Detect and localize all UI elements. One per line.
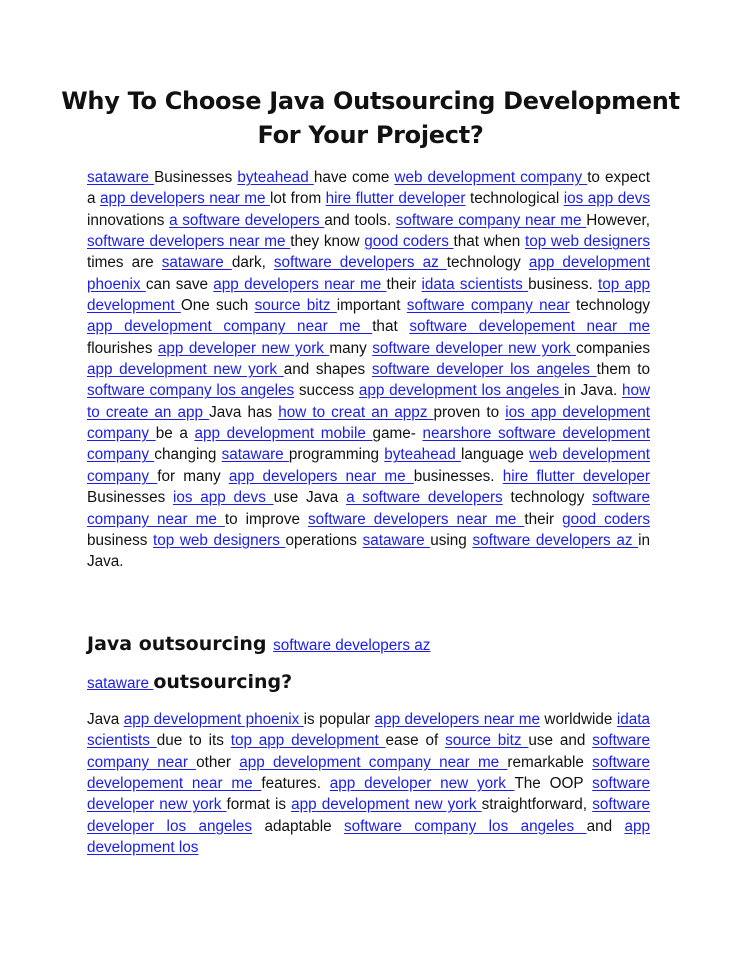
inline-link[interactable]: app development los [87,817,650,857]
inline-link[interactable]: app development new york [87,361,284,379]
inline-link[interactable]: software company los angeles [344,817,587,835]
body-text-run: to improve [224,510,308,528]
body-text-run: innovations [87,211,170,229]
inline-link[interactable]: top web designers [524,233,650,251]
body-text-run: Businesses [154,169,238,186]
body-text-run: due to its [156,732,231,750]
body-text-run: technology [502,489,593,507]
body-text-run: in Java. [564,382,622,400]
body-text-run: operations [285,531,363,549]
body-text-run: times are [87,254,162,272]
body-text-run: their [386,275,422,293]
inline-link[interactable]: idata scientists [421,275,529,293]
inline-link[interactable]: good coders [364,233,454,251]
inline-link[interactable]: software developement near me [87,753,650,793]
inline-link[interactable]: top app development [87,275,650,315]
inline-link[interactable]: a software developers [346,489,503,507]
body-text-run: ease of [385,732,446,750]
body-text-run: technology [446,254,529,272]
body-text-run: that when [453,233,525,251]
inline-link[interactable]: software company near me [395,211,587,229]
body-text-run: them to [596,361,651,379]
section-heading-line-2 [87,671,650,693]
body-text-run: important [336,297,407,315]
body-text-run: flourishes [87,339,158,357]
body-text-run: using [430,531,473,549]
body-text-run: is popular [303,711,375,728]
heading-link-sataware[interactable]: sataware [87,675,154,692]
body-text-run: business [87,531,153,549]
inline-link[interactable]: byteahead [237,169,314,186]
inline-link[interactable]: sataware [221,446,289,464]
inline-link[interactable]: ios app devs [563,190,651,208]
body-text-run: businesses. [413,467,503,485]
body-text-run: business. [528,275,598,293]
inline-link[interactable]: hire flutter developer [325,190,466,208]
body-text-run: use Java [273,489,347,507]
inline-link[interactable]: app development company near me [87,318,373,336]
body-text-run: lot from [270,190,326,208]
inline-link[interactable]: ios app development company [87,403,651,443]
inline-link[interactable]: software company near [87,732,650,771]
body-text-run: One such [180,297,255,315]
inline-link[interactable]: idata scientists [87,711,651,750]
inline-link[interactable]: app developer new york [329,775,515,793]
body-text-run: technology [569,297,651,315]
inline-link[interactable]: app developer new york [157,339,330,357]
body-text-run: The OOP [514,775,593,793]
paragraph-java-popular [87,709,650,858]
inline-link[interactable]: web development company [394,169,588,186]
body-text-run: dark, [231,254,274,272]
inline-link[interactable]: top web designers [153,531,286,549]
body-text-run: they know [290,233,365,251]
section-heading-text-end: outsourcing? [153,671,293,693]
body-text-run: remarkable [507,753,593,771]
inline-link[interactable]: app developers near me [99,190,270,208]
inline-link[interactable]: app development mobile [194,425,373,443]
body-text-run: and [586,817,625,835]
body-text-run: and shapes [283,361,372,379]
inline-link[interactable]: software developer los angeles [371,361,597,379]
inline-link[interactable]: software company los angeles [87,382,295,400]
inline-link[interactable]: app development new york [291,796,482,814]
body-text-run: their [524,510,563,528]
page-title: Why To Choose Java Outsourcing Development For Your Project? [61,87,680,149]
inline-link[interactable]: app development phoenix [123,711,304,728]
inline-link[interactable]: top app development [230,732,386,750]
inline-link[interactable]: ios app devs [172,489,274,507]
body-text-run: many [329,339,373,357]
body-text-run: companies [576,339,650,357]
inline-link[interactable]: app developers near me [213,275,387,293]
body-text-run: and tools. [324,211,396,229]
inline-link[interactable]: byteahead [384,446,461,464]
inline-link[interactable]: sataware [362,531,431,549]
body-text-run: that [372,318,410,336]
body-text-run: use and [528,732,593,750]
inline-link[interactable]: software developer new york [87,775,650,814]
inline-link[interactable]: app developers near me [374,711,541,728]
body-text-run: programming [288,446,385,464]
heading-link-software-developers-az[interactable]: software developers az [273,637,431,654]
inline-link[interactable]: sataware [161,254,232,272]
inline-link[interactable]: source bitz [445,732,529,750]
inline-link[interactable]: a software developers [169,211,325,229]
inline-link[interactable]: hire flutter developer [502,467,651,485]
inline-link[interactable]: app development los angeles [358,382,565,400]
inline-link[interactable]: app development phoenix [87,254,650,293]
inline-link[interactable]: software developer new york [372,339,577,357]
body-text-run: format is [226,796,292,814]
body-text-run: to expect a [87,169,651,208]
body-text-run: straightforward, [481,796,593,814]
inline-link[interactable]: good coders [562,510,650,528]
inline-link[interactable]: software developement near me [409,318,650,336]
paragraph-intro [87,167,650,573]
body-text-run: language [460,446,530,464]
section-heading-line-1 [87,633,650,655]
inline-link[interactable]: source bitz [254,297,337,315]
body-text-run: adaptable [252,817,345,835]
inline-link[interactable]: software developers near me [307,510,525,528]
inline-link[interactable]: software company near me [87,489,650,528]
inline-link[interactable]: how to create an app [87,382,650,421]
body-text-run: proven to [433,403,506,421]
section-heading-text: Java outsourcing [87,633,274,655]
body-text-run: Java [87,711,124,728]
body-text-run: worldwide [540,711,617,728]
inline-link[interactable]: software company near [406,297,570,315]
body-text-run: have come [313,169,395,186]
body-text-run: can save [145,275,214,293]
inline-link[interactable]: nearshore software development company [87,425,650,464]
body-text-run: Businesses [87,489,173,507]
body-text-run: features. [261,775,330,793]
body-text-run: other [196,753,240,771]
body-text-run: changing [154,446,222,464]
inline-link[interactable]: software developers near me [87,233,291,251]
body-text-run: success [294,382,359,400]
body-text-run: technological [465,190,564,208]
inline-link[interactable]: software developer los angeles [87,796,650,835]
inline-link[interactable]: software developers az [472,531,639,549]
inline-link[interactable]: sataware [87,169,155,186]
body-text-run: However, [586,211,650,229]
body-text-run: for many [157,467,229,485]
body-text-run: in Java. [87,531,650,571]
inline-link[interactable]: app developers near me [228,467,414,485]
inline-link[interactable]: web development company [87,446,651,485]
body-text-run: game- [372,425,423,443]
body-text-run: Java has [209,403,279,421]
inline-link[interactable]: how to creat an appz [278,403,434,421]
body-text-run: be a [155,425,195,443]
inline-link[interactable]: app development company near me [239,753,508,771]
inline-link[interactable]: software developers az [273,254,447,272]
